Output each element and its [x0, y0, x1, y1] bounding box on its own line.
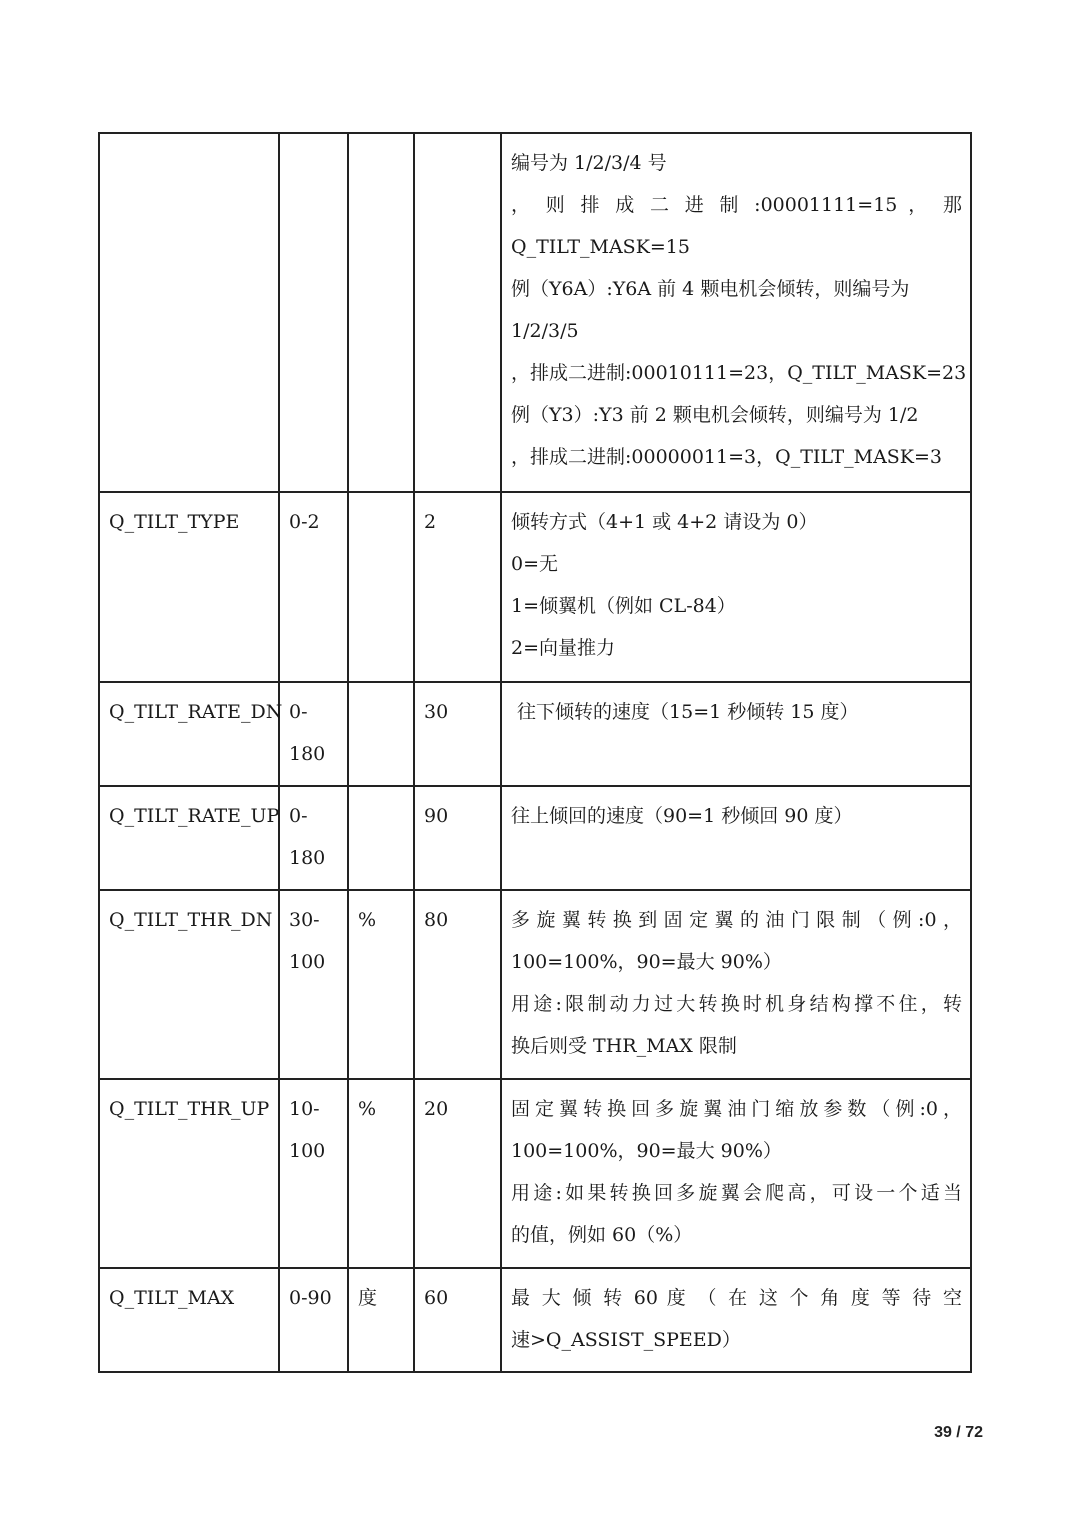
param-range: 100 [289, 1140, 326, 1162]
param-range: 180 [289, 847, 326, 869]
page-number: 39 / 72 [934, 1424, 983, 1441]
param-default: 60 [424, 1287, 449, 1309]
table-row-q-tilt-max [99, 1268, 971, 1372]
param-range-cell [279, 786, 348, 890]
param-default-cell [414, 1268, 501, 1372]
param-range: 0-2 [289, 511, 320, 533]
param-unit-cell [348, 1079, 414, 1268]
param-range-cell [279, 890, 348, 1079]
param-name: Q_TILT_MAX [109, 1287, 235, 1309]
param-default-cell [414, 786, 501, 890]
param-unit-cell [348, 786, 414, 890]
param-range: 30- [289, 909, 320, 931]
param-unit-cell [348, 890, 414, 1079]
desc-line: 的值，例如 60（%） [511, 1224, 693, 1246]
desc-line: ， 则 排 成 二 进 制 :00001111=15 ， 那 [511, 194, 962, 216]
param-range-cell [279, 682, 348, 786]
param-range-cell [279, 1268, 348, 1372]
desc-line: 往下倾转的速度（15=1 秒倾转 15 度） [511, 701, 859, 723]
param-desc-cell [501, 786, 971, 890]
param-default: 20 [424, 1098, 449, 1120]
table-row-q-tilt-rate-dn [99, 682, 971, 786]
param-desc-cell [501, 133, 971, 492]
param-default: 2 [424, 511, 437, 533]
param-unit: 度 [358, 1287, 378, 1309]
desc-line: 最 大 倾 转 60 度 （ 在 这 个 角 度 等 待 空 [511, 1287, 962, 1309]
param-default-cell [414, 890, 501, 1079]
desc-line: 2=向量推力 [511, 637, 616, 659]
param-name: Q_TILT_RATE_DN [109, 701, 283, 723]
param-name-cell [99, 786, 279, 890]
desc-line: 1=倾翼机（例如 CL-84） [511, 595, 736, 617]
param-unit-cell [348, 1268, 414, 1372]
param-name-cell [99, 890, 279, 1079]
param-range-cell [279, 133, 348, 492]
table-row-q-tilt-rate-up [99, 786, 971, 890]
desc-line: 换后则受 THR_MAX 限制 [511, 1035, 737, 1057]
table-row-q-tilt-thr-dn [99, 890, 971, 1079]
table-row-q-tilt-thr-up [99, 1079, 971, 1268]
param-range: 10- [289, 1098, 320, 1120]
desc-line: 速>Q_ASSIST_SPEED） [511, 1329, 741, 1351]
desc-line: 0=无 [511, 553, 559, 575]
param-range: 0-90 [289, 1287, 332, 1309]
param-range-cell [279, 492, 348, 682]
desc-line: ，排成二进制:00010111=23，Q_TILT_MASK=23 [511, 362, 967, 384]
param-name: Q_TILT_THR_UP [109, 1098, 270, 1120]
param-default-cell [414, 682, 501, 786]
desc-line: ，排成二进制:00000011=3，Q_TILT_MASK=3 [511, 446, 943, 468]
param-range: 0- [289, 701, 308, 723]
desc-line: 100=100%，90=最大 90%） [511, 951, 782, 973]
param-range: 100 [289, 951, 326, 973]
param-range-cell [279, 1079, 348, 1268]
param-unit-cell [348, 492, 414, 682]
param-desc-cell [501, 890, 971, 1079]
param-name-cell [99, 133, 279, 492]
param-default: 80 [424, 909, 449, 931]
param-default: 90 [424, 805, 449, 827]
param-unit-cell [348, 682, 414, 786]
param-unit: % [358, 1098, 377, 1120]
param-name: Q_TILT_TYPE [109, 511, 240, 533]
param-default-cell [414, 133, 501, 492]
param-unit-cell [348, 133, 414, 492]
desc-line: 倾转方式（4+1 或 4+2 请设为 0） [511, 511, 818, 533]
param-name-cell [99, 682, 283, 786]
desc-line: 用途:如果转换回多旋翼会爬高，可设一个适当 [511, 1182, 962, 1204]
param-name-cell [99, 492, 279, 682]
desc-line: 用途:限制动力过大转换时机身结构撑不住，转 [511, 993, 962, 1015]
param-desc-cell [501, 1079, 971, 1268]
desc-line: 例（Y3）:Y3 前 2 颗电机会倾转，则编号为 1/2 [511, 404, 919, 426]
param-name: Q_TILT_RATE_UP [109, 805, 280, 827]
desc-line: 多旋翼转换到固定翼的油门限制（例:0， [511, 909, 962, 931]
desc-line: Q_TILT_MASK=15 [511, 236, 690, 258]
param-desc-cell [501, 492, 971, 682]
param-unit: % [358, 909, 377, 931]
desc-line: 100=100%，90=最大 90%） [511, 1140, 782, 1162]
param-desc-cell [501, 1268, 971, 1372]
param-name-cell [99, 1268, 279, 1372]
table-row-q-tilt-type [99, 492, 971, 682]
param-default: 30 [424, 701, 449, 723]
parameter-table [98, 132, 972, 1373]
desc-line: 往上倾回的速度（90=1 秒倾回 90 度） [511, 805, 853, 827]
desc-line: 例（Y6A）:Y6A 前 4 颗电机会倾转，则编号为 [511, 278, 910, 300]
desc-line: 编号为 1/2/3/4 号 [511, 152, 667, 174]
param-name: Q_TILT_THR_DN [109, 909, 273, 931]
param-range: 180 [289, 743, 326, 765]
desc-line: 固定翼转换回多旋翼油门缩放参数（例:0， [511, 1098, 962, 1120]
desc-line: 1/2/3/5 [511, 320, 579, 342]
param-default-cell [414, 492, 501, 682]
param-name-cell [99, 1079, 279, 1268]
param-range: 0- [289, 805, 308, 827]
param-desc-cell [501, 682, 971, 786]
table-row-continuation [99, 133, 971, 492]
param-default-cell [414, 1079, 501, 1268]
